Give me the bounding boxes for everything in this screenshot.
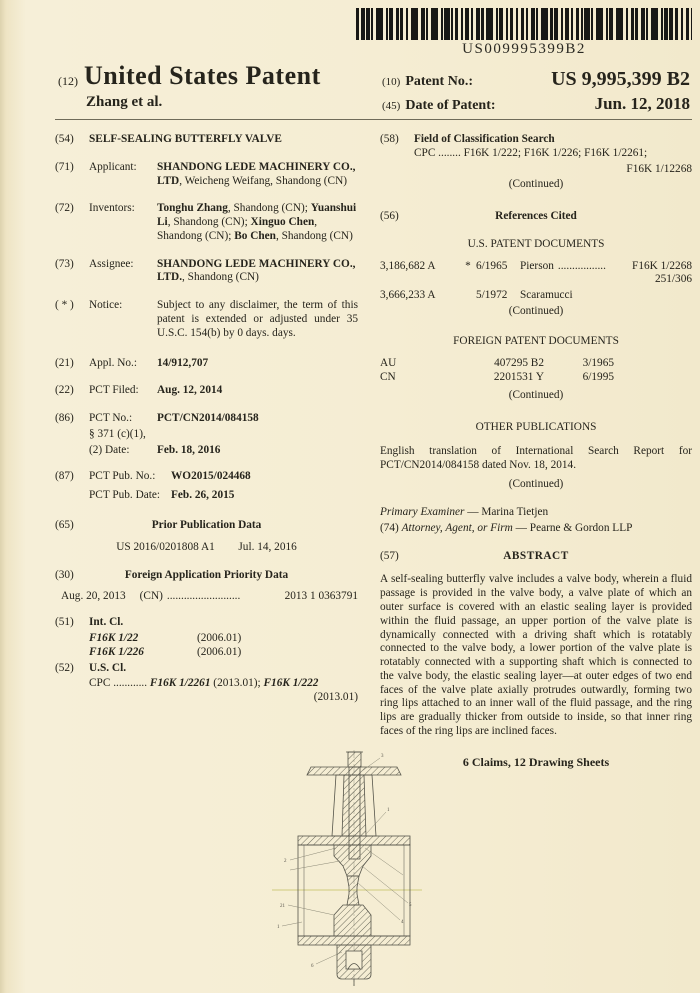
figure-label: 1 — [387, 808, 390, 813]
int-cl-heading: Int. Cl. — [89, 616, 124, 629]
pct-date-row — [55, 444, 358, 458]
patent-id: 2201531 Y — [493, 371, 544, 384]
spacer — [55, 428, 89, 442]
pct-371-text: § 371 (c)(1), — [89, 427, 146, 440]
patent-drawing — [270, 748, 482, 988]
attorney-field-code: (74) — [380, 521, 399, 534]
pct-pub-date-row — [55, 489, 358, 503]
pct-filed-label: PCT Filed: — [89, 384, 139, 397]
foreign-patent-row — [380, 371, 692, 385]
title-field-code: (54) — [55, 133, 74, 145]
applicant-row — [55, 161, 358, 189]
notice-text: Subject to any disclaimer, the term of this patent is extended or adjusted under 35 U.S.C. 154(b) by 0 days. days. — [157, 299, 358, 339]
star-mark: * — [465, 259, 471, 272]
cpc-class: F16K 1/222 — [263, 677, 319, 690]
inventor-short-name: Zhang et al. — [86, 94, 163, 110]
references-heading-row — [380, 210, 692, 224]
foreign-priority-date: Aug. 20, 2013 — [61, 590, 126, 603]
inventor-location: , Shandong (CN); — [167, 216, 251, 229]
us-cl-heading-row — [55, 662, 358, 676]
inventor-name: Xinguo Chen — [250, 216, 315, 229]
patent-class-line2: 251/306 — [654, 273, 692, 286]
patent-date: 6/1965 — [476, 259, 508, 272]
country-code: AU — [380, 356, 397, 369]
pct-pub-value: WO2015/024468 — [171, 469, 251, 482]
field-search-row — [380, 133, 692, 161]
invention-title-row — [55, 133, 358, 147]
assignee-address: , Shandong (CN) — [182, 271, 259, 284]
date-value: Jun. 12, 2018 — [594, 94, 690, 113]
date-label: Date of Patent: — [405, 98, 496, 113]
class-version: (2006.01) — [197, 645, 242, 658]
field-search-heading: Field of Classification Search — [414, 133, 555, 145]
pct-no-label: PCT No.: — [89, 412, 133, 425]
references-heading: References Cited — [495, 210, 577, 223]
claims-drawing-line: 6 Claims, 12 Drawing Sheets — [462, 754, 610, 769]
pct-date-value: Feb. 18, 2016 — [157, 443, 221, 456]
inventors-label: Inventors: — [89, 202, 135, 215]
right-column — [380, 133, 692, 769]
int-cl-row — [89, 632, 358, 646]
pct-no-field-code: (86) — [55, 412, 74, 425]
field-search-line2: F16K 1/12268 — [626, 162, 692, 175]
patent-date: 3/1965 — [582, 356, 614, 369]
figure-label: 21 — [280, 904, 285, 909]
assignee-label: Assignee: — [89, 257, 134, 270]
abstract-heading: ABSTRACT — [503, 549, 569, 562]
us-cl-cpc-line — [89, 677, 358, 691]
inventors-field-code: (72) — [55, 202, 74, 215]
spacer — [55, 489, 89, 503]
barcode-image — [356, 8, 692, 40]
us-cl-field-code: (52) — [55, 661, 74, 674]
patent-holder: Scaramucci — [520, 289, 573, 302]
page-title: United States Patent — [84, 61, 321, 90]
field-search-classes: CPC ........ F16K 1/222; F16K 1/226; F16K 1/2261; — [414, 146, 648, 159]
assignee-name: SHANDONG LEDE MACHINERY CO., LTD. — [157, 257, 356, 284]
prior-pub-heading-row — [55, 519, 358, 533]
applicant-field-code: (71) — [55, 160, 74, 173]
applicant-address: , Weicheng Weifang, Shandong (CN) — [179, 174, 348, 187]
foreign-priority-heading-row — [55, 569, 358, 583]
kind-code-number: (12) — [58, 74, 78, 88]
cpc-version: (2013.01); — [210, 677, 264, 690]
inventors-row — [55, 202, 358, 243]
figure-label: 2 — [284, 859, 287, 864]
assignee-field-code: (73) — [55, 257, 74, 270]
assignee-value — [157, 258, 358, 286]
appl-no-row — [55, 357, 358, 371]
us-patent-row — [380, 289, 692, 303]
patent-holder: Pierson — [520, 259, 554, 272]
prior-pub-data-line — [55, 541, 358, 555]
patent-id: 3,666,233 A — [380, 289, 436, 302]
header-right-block — [382, 68, 690, 117]
cpc-class: F16K 1/2261 — [149, 677, 211, 690]
attorney-label: Attorney, Agent, or Firm — [401, 521, 513, 534]
foreign-patent-docs-heading: FOREIGN PATENT DOCUMENTS — [453, 334, 619, 347]
patent-date-line — [382, 94, 690, 114]
examiner-name: — Marina Tietjen — [464, 506, 549, 519]
references-field-code: (56) — [380, 210, 399, 223]
pct-pub-label: PCT Pub. No.: — [89, 469, 156, 482]
pct-date-label: (2) Date: — [89, 443, 130, 456]
dot-leader: ............ — [113, 677, 148, 690]
header-divider — [55, 119, 692, 120]
us-cl-cpc-line2 — [55, 691, 358, 705]
date-field-code: (45) — [382, 100, 401, 112]
appl-label: Appl. No.: — [89, 356, 138, 369]
cpc-label: CPC — [89, 677, 111, 690]
field-search-block — [414, 133, 692, 161]
figure-label: 4 — [401, 920, 404, 925]
int-cl-row — [89, 646, 358, 660]
figure-label: 1 — [277, 925, 280, 930]
patent-no-value: US 9,995,399 B2 — [551, 68, 690, 90]
inventors-value — [157, 202, 358, 243]
foreign-patent-row — [380, 357, 692, 371]
inventor-location: , Shandong (CN); — [157, 216, 318, 242]
barcode-number: US009995399B2 — [462, 41, 586, 57]
inventor-name: Yuanshui Li — [157, 202, 357, 229]
pct-filed-field-code: (22) — [55, 384, 74, 397]
foreign-priority-field-code: (30) — [55, 568, 74, 581]
patent-class: F16K 1/2268 — [632, 259, 692, 272]
appl-field-code: (21) — [55, 356, 74, 369]
pct-filed-value: Aug. 12, 2014 — [157, 384, 223, 397]
patent-id: 3,186,682 A — [380, 259, 436, 272]
other-publications-heading: OTHER PUBLICATIONS — [475, 420, 597, 433]
field-search-code: (58) — [380, 133, 399, 145]
examiner-label: Primary Examiner — [380, 506, 465, 519]
notice-label: Notice: — [89, 299, 123, 312]
other-publications-text: English translation of International Search Report for PCT/CN2014/084158 dated Nov. 18, 2014. — [380, 444, 692, 471]
cpc-version: (2013.01) — [313, 691, 358, 704]
figure-label: 3 — [381, 754, 384, 759]
patent-date: 5/1972 — [476, 289, 508, 302]
int-cl-heading-row — [55, 616, 358, 630]
dot-leader: ................. — [557, 259, 606, 272]
spacer — [55, 444, 89, 458]
figure-label: 5 — [409, 903, 412, 908]
patent-no-field-code: (10) — [382, 76, 401, 88]
class-code: F16K 1/226 — [89, 645, 144, 658]
prior-pub-number: US 2016/0201808 A1 — [116, 540, 215, 553]
appl-value: 14/912,707 — [157, 356, 209, 369]
pct-pub-date-label: PCT Pub. Date: — [89, 489, 161, 502]
continued-note: (Continued) — [508, 178, 564, 191]
prior-pub-heading: Prior Publication Data — [151, 519, 262, 532]
butterfly-valve-cross-section — [270, 748, 482, 988]
figure-label: 6 — [311, 964, 314, 969]
us-cl-heading: U.S. Cl. — [89, 661, 127, 674]
abstract-text: A self-sealing butterfly valve includes a valve body, wherein a fluid passage is provided in the valve body, a valve plate of which an outer surface is covered with an elastic sealing layer is provided within the fluid passage, an upper portion of the valve plate is dynamically connected with a driving shaft which is rotatably connected to the valve body, a lower portion of the valve plate is rotatably connected with a supporting shaft which is connected to the valve body, the elastic sealing layer—at outer edges of two end faces of the valve plate axially protrudes outwardly, forming two ring lips attached to an inner wall of the fluid passage, and the ring lips are gradually thicker from outside to inside, so that inner ring faces of the ring lips are inclined faces. — [380, 573, 692, 737]
continued-note: (Continued) — [508, 305, 564, 318]
inventor-name: Bo Chen — [234, 229, 276, 242]
star-mark — [460, 289, 476, 303]
us-patent-docs-heading: U.S. PATENT DOCUMENTS — [467, 237, 605, 250]
notice-field-code: ( * ) — [55, 299, 74, 312]
prior-pub-date: Jul. 14, 2016 — [238, 540, 297, 553]
pct-no-row — [55, 412, 358, 426]
inventor-location: , Shandong (CN); — [227, 202, 311, 215]
int-cl-field-code: (51) — [55, 616, 74, 629]
abstract-heading-row — [380, 550, 692, 564]
foreign-priority-country: (CN) — [139, 590, 163, 603]
patent-id: 407295 B2 — [494, 356, 544, 369]
patent-no-label: Patent No.: — [405, 74, 473, 89]
continued-note: (Continued) — [508, 389, 564, 402]
pct-pub-date-value: Feb. 26, 2015 — [171, 489, 235, 502]
foreign-priority-data-line — [55, 590, 358, 604]
pct-371-row — [55, 428, 358, 442]
examiner-line — [380, 506, 692, 520]
pct-pub-field-code: (87) — [55, 469, 74, 482]
attorney-name: — Pearne & Gordon LLP — [512, 521, 633, 534]
prior-pub-field-code: (65) — [55, 519, 74, 532]
inventor-name: Tonghu Zhang — [157, 202, 228, 215]
assignee-row — [55, 258, 358, 286]
patent-number-line — [382, 68, 690, 91]
foreign-priority-number: 2013 1 0363791 — [284, 590, 358, 603]
class-version: (2006.01) — [197, 631, 242, 644]
left-column — [55, 133, 358, 705]
foreign-priority-heading: Foreign Application Priority Data — [124, 568, 289, 581]
applicant-name: SHANDONG LEDE MACHINERY CO., LTD — [157, 160, 356, 187]
abstract-field-code: (57) — [380, 549, 399, 562]
pct-pub-no-row — [55, 470, 358, 484]
attorney-line — [380, 522, 692, 536]
class-code: F16K 1/22 — [89, 631, 139, 644]
pct-filed-row — [55, 384, 358, 398]
dot-leader: .......................... — [166, 590, 241, 603]
country-code: CN — [380, 371, 396, 384]
us-patent-row — [380, 260, 692, 274]
applicant-label: Applicant: — [89, 160, 137, 173]
invention-title: SELF-SEALING BUTTERFLY VALVE — [89, 133, 282, 145]
notice-row — [55, 299, 358, 340]
inventor-location: , Shandong (CN) — [275, 229, 353, 242]
continued-note: (Continued) — [508, 478, 564, 491]
pct-no-value: PCT/CN2014/084158 — [157, 412, 259, 425]
applicant-value — [157, 161, 358, 189]
patent-date: 6/1995 — [582, 371, 614, 384]
